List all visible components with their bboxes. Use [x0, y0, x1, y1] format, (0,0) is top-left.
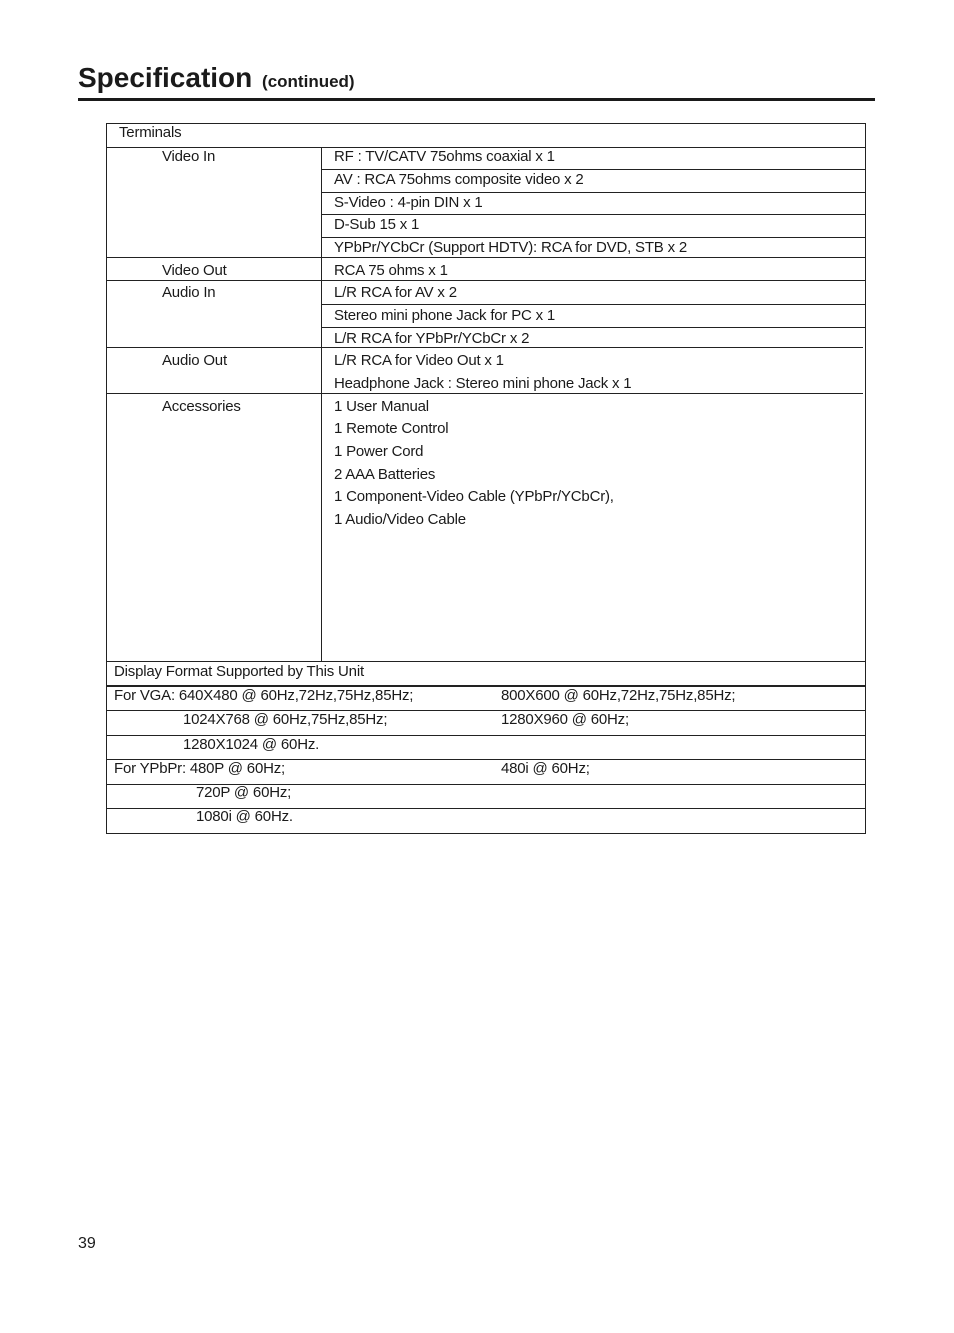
- row-line: [321, 192, 866, 193]
- accessory-item: 1 Remote Control: [334, 420, 449, 437]
- video-in-label: Video In: [162, 148, 216, 165]
- row-line: [321, 214, 866, 215]
- audio-in-item: L/R RCA for YPbPr/YCbCr x 2: [334, 330, 530, 347]
- accessory-item: 1 Audio/Video Cable: [334, 511, 466, 528]
- accessory-item: 1 Power Cord: [334, 443, 424, 460]
- vga-format: 1280X960 @ 60Hz;: [501, 711, 629, 728]
- video-in-item: S-Video : 4-pin DIN x 1: [334, 194, 483, 211]
- accessories-label: Accessories: [162, 398, 241, 415]
- row-line: [321, 304, 866, 305]
- audio-in-item: L/R RCA for AV x 2: [334, 284, 457, 301]
- ypbpr-format: 480i @ 60Hz;: [501, 760, 590, 777]
- row-line: [321, 169, 866, 170]
- accessory-item: 1 User Manual: [334, 398, 429, 415]
- table-border-top: [106, 123, 866, 124]
- audio-in-label: Audio In: [162, 284, 216, 301]
- page-title: [78, 60, 355, 100]
- video-out-item: RCA 75 ohms x 1: [334, 262, 448, 279]
- table-border-bottom: [106, 833, 866, 834]
- page-number: 39: [78, 1235, 96, 1252]
- row-line: [106, 257, 866, 258]
- row-line: [106, 347, 863, 348]
- audio-out-item: L/R RCA for Video Out x 1: [334, 352, 504, 369]
- video-in-item: RF : TV/CATV 75ohms coaxial x 1: [334, 148, 555, 165]
- audio-out-label: Audio Out: [162, 352, 227, 369]
- title-continued: (continued): [262, 72, 355, 91]
- vga-format: 1280X1024 @ 60Hz.: [183, 736, 320, 753]
- ypbpr-format: 720P @ 60Hz;: [196, 784, 292, 801]
- video-out-label: Video Out: [162, 262, 227, 279]
- accessory-item: 2 AAA Batteries: [334, 466, 436, 483]
- audio-in-item: Stereo mini phone Jack for PC x 1: [334, 307, 556, 324]
- vga-format: 1024X768 @ 60Hz,75Hz,85Hz;: [183, 711, 388, 728]
- table-border-left: [106, 123, 107, 834]
- ypbpr-format: For YPbPr: 480P @ 60Hz;: [114, 760, 285, 777]
- video-in-item: AV : RCA 75ohms composite video x 2: [334, 171, 584, 188]
- table-border-right: [865, 123, 866, 834]
- row-line: [321, 327, 866, 328]
- title-rule: [78, 98, 875, 101]
- video-in-item: D-Sub 15 x 1: [334, 216, 420, 233]
- title-text: Specification: [78, 62, 253, 93]
- column-divider: [321, 147, 322, 661]
- audio-out-item: Headphone Jack : Stereo mini phone Jack x 1: [334, 375, 632, 392]
- terminals-heading: Terminals: [119, 124, 182, 141]
- row-line: [106, 280, 866, 281]
- ypbpr-format: 1080i @ 60Hz.: [196, 808, 293, 825]
- video-in-item: YPbPr/YCbCr (Support HDTV): RCA for DVD, STB x 2: [334, 239, 687, 256]
- row-line: [106, 661, 866, 662]
- display-format-heading: Display Format Supported by This Unit: [114, 663, 364, 680]
- accessory-item: 1 Component-Video Cable (YPbPr/YCbCr),: [334, 488, 614, 505]
- row-line: [321, 237, 866, 238]
- vga-format: 800X600 @ 60Hz,72Hz,75Hz,85Hz;: [501, 687, 736, 704]
- row-line: [106, 393, 863, 394]
- vga-format: For VGA: 640X480 @ 60Hz,72Hz,75Hz,85Hz;: [114, 687, 414, 704]
